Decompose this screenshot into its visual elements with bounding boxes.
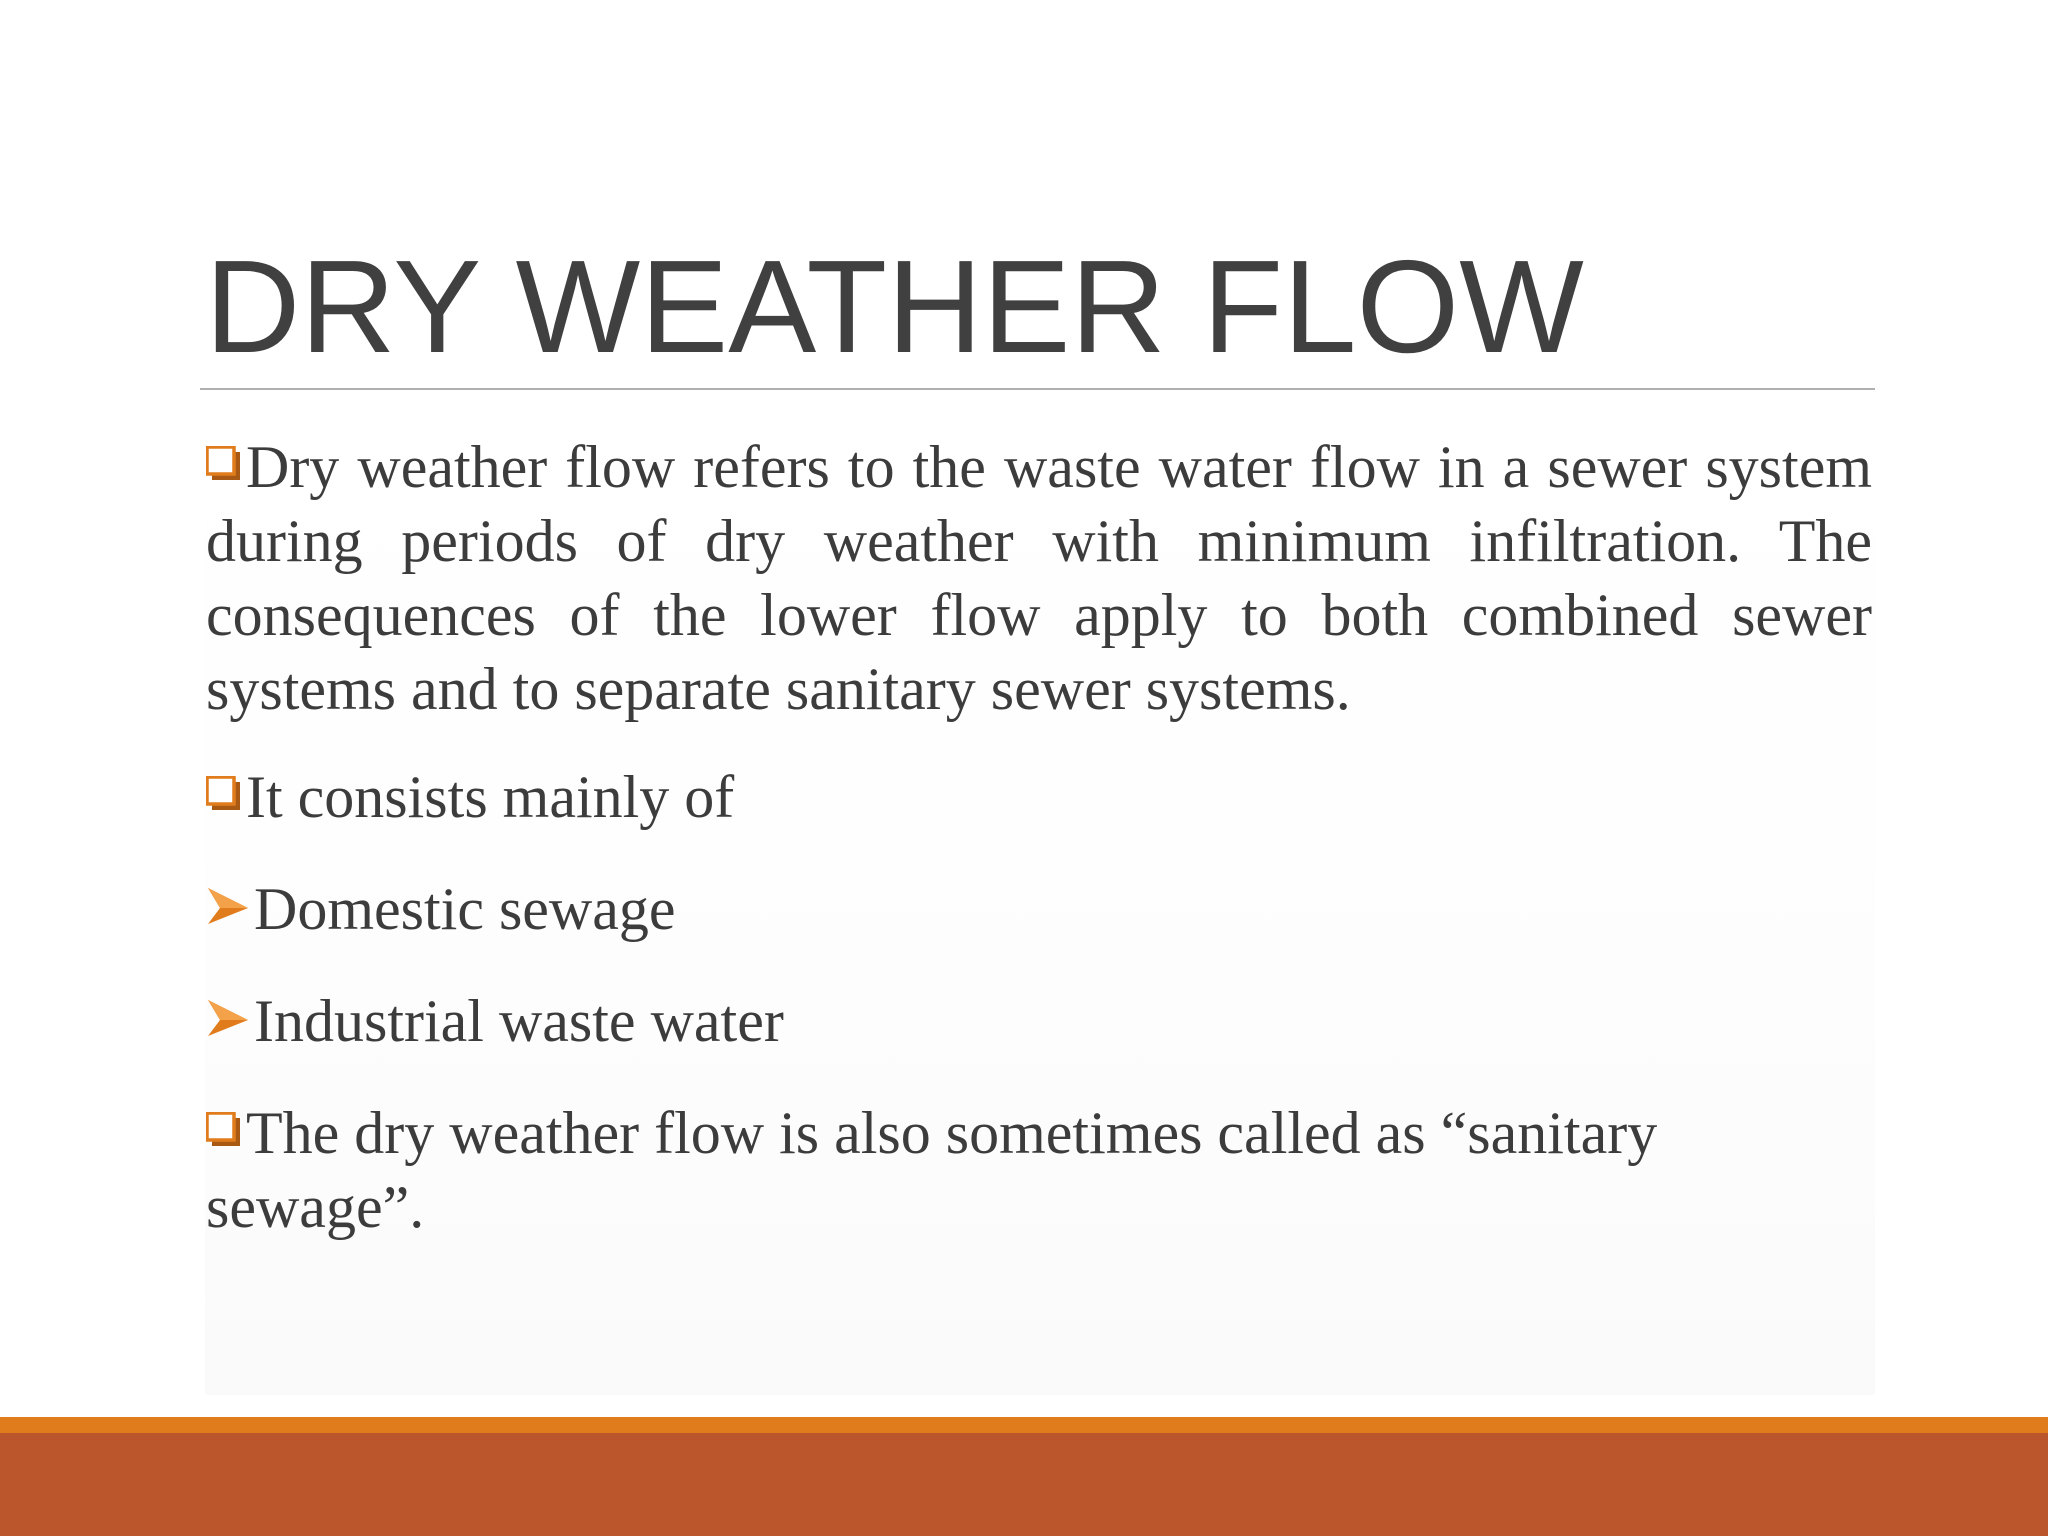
footer-accent-stripe bbox=[0, 1417, 2048, 1433]
bullet-text: Domestic sewage bbox=[254, 876, 676, 942]
bullet-text: Industrial waste water bbox=[254, 988, 784, 1054]
arrow-bullet-icon bbox=[206, 996, 250, 1040]
bullet-text: It consists mainly of bbox=[246, 764, 735, 830]
slide-body bbox=[190, 430, 1872, 1244]
slide-title: DRY WEATHER FLOW bbox=[205, 233, 1584, 380]
arrow-bullet-icon bbox=[206, 884, 250, 928]
square-bullet-icon bbox=[206, 446, 240, 480]
bullet-item-domestic bbox=[190, 872, 1872, 946]
bullet-item-definition bbox=[190, 430, 1872, 726]
bullet-text: The dry weather flow is also sometimes called as “sanitary sewage”. bbox=[206, 1100, 1658, 1240]
bullet-item-industrial bbox=[190, 984, 1872, 1058]
square-bullet-icon bbox=[206, 776, 240, 810]
footer-band bbox=[0, 1433, 2048, 1536]
bullet-text: Dry weather flow refers to the waste water flow in a sewer system during periods of dry weather with minimum infiltration. The consequences of the lower flow apply to both combined sewer systems and to separate sanitary sewer systems. bbox=[206, 434, 1872, 722]
square-bullet-icon bbox=[206, 1112, 240, 1146]
bullet-item-sanitary bbox=[190, 1096, 1872, 1244]
title-divider bbox=[200, 388, 1875, 390]
bullet-item-consists bbox=[190, 760, 1872, 834]
